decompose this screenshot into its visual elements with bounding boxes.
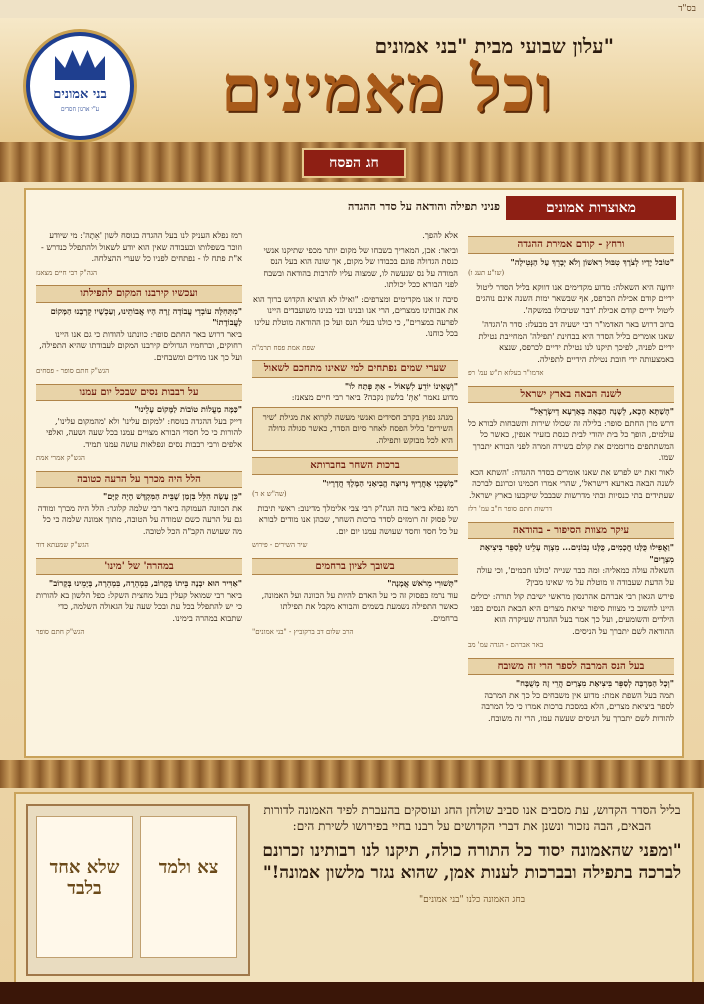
body-paragraph: ביאר רבי שמואל קעלין בעל מחצית השקל: כפל הלשון בא להורות כי יש להתפלל בכל עת ובכל שעה על הגאולה השלמה, כדי שתבוא במהרה בימינו. [36, 589, 242, 623]
body-paragraph: רמז נפלא ביאר בזה הגה"ק רבי צבי אלימלך מדינוב: ראשי תיבות של פסוק זה רומזים לסדר ברכות השחר, שבהן אנו מודים לבורא על כל חסד וחסד שעושה עמנו יום יום. [257, 502, 458, 536]
decorative-band [0, 142, 704, 182]
body-paragraph: לאור זאת יש לפרש את שאנו אומרים בסדר ההגדה: 'השתא הכא לשנה הבאה בארעא דישראל', שהרי אמרו חכמינו זכרונם לברכה שעתידים בתי כנסיות ובתי מדרשות שבבבל שיקבעו בארץ ישראל. [468, 466, 674, 500]
footer-panel [14, 792, 694, 984]
logo [26, 32, 134, 140]
quote-text: "אַדִּיר הוּא יִבְנֶה בֵּיתוֹ בְּקָרוֹב, בִּמְהֵרָה, בִּמְהֵרָה, בְּיָמֵינוּ בְּקָרוֹב" [48, 578, 242, 588]
column-heading: עיקר מצוות הסיפור - בהודאה [468, 522, 674, 540]
body-paragraph: תמה בעל השפת אמת: מדוע אין משבחים כל כך את המרבה לספר ביציאת מצרים, הלא במסכת ברכות אמרו כי כל המרבה להודות לשם יתברך על הניסים שעשה עמו, הרי זה משובח. [481, 689, 674, 723]
source-note: (שו"ע תעג ו) [468, 269, 505, 277]
body-paragraph: עוד נרמז בפסוק זה כי על האדם להיות על הכוונה ועל האמונה, כאשר התפילה נשמעת בשמים והבורא מקבל את תפילתו ברחמים. [261, 589, 458, 623]
body-paragraph: וביאר: אכן, המאריך בשבחו של מקום יותר מכפי שתיקנו אנשי כנסת הגדולה פוגם בכבודו של מקום, אך שונה הוא בעל הנס המודה על נס שנעשה לו, שמצוה עליו להרבות בהודאה ובשבח לפני הבורא ככל יכולתו. [263, 244, 458, 289]
body-paragraph: ברוב דרוש באר האדמו"ר רבי ישעיה דב מבעלז: סדר ה'הגדה' שאנו אומרים בליל הסדר היא בבחינת 'תפילה' המחייבת נטילת ידיים לפניה, לפיכך תיקנו לנו נטילת ידיים לכרפס, שנצא באמצעותה ידי חובת נטילת הידיים לתפילה. [478, 319, 674, 364]
body-paragraph: את הכוונה העמוקה ביאר רבי שלמה קלוגר: הלל היה מכרך ומודה גם על הרעה כשם שמודה על הטובה, מתוך אמונה שלמה כי כל מה שעושה הקב"ה הכל לטובה. [37, 502, 242, 536]
logo-name: בני אמונים [53, 87, 107, 102]
section-bar [26, 196, 682, 220]
crown-icon [55, 50, 105, 80]
footer-intro: בליל הסדר הקדוש, עת מסבים אנו סביב שולחן החג ועוסקים בהעברת לפיד האמונה לדורות הבאים, הבה נזכור ונשנן את דברי הקדושים על רבנו בחיי בפירושו לשירת הים: [263, 803, 681, 833]
column-right [468, 230, 674, 750]
source-note: שיר השירים - פירוש [252, 541, 308, 549]
source-note: הרב שלום דב ברקוביץ - "בני אמונים" [252, 628, 354, 636]
quote-text: "וְכָל הַמַּרְבֶּה לְסַפֵּר בִּיצִיאַת מִצְרַיִם הֲרֵי זֶה מְשֻׁבָּח" [515, 678, 674, 688]
column-middle [252, 230, 458, 750]
body-paragraph: פירש הגאון רבי אברהם אהרנסון מראשי ישיבת קול תורה: יכולים היינו לחשוב כי מצוות סיפור יציאת מצרים היא הבאת הנסים בפני הילדים והשומעים, ועל כך אמר בעל ההגדה שעיקרה הוא ההודאה לשם יתברך על הניסים. [470, 591, 674, 636]
source-note: הגה"ק רבי חיים מצאנז [36, 268, 98, 277]
column-heading: ורחץ - קודם אמירת ההגדה [468, 236, 674, 254]
body-paragraph: יִדוּעָה היא השאלה: מדוע מקדימים אנו דווקא בליל הסדר ליטול ידיים קודם אכילת הכרפס, אף שבשאר ימות השנה אינם נוהגים ליטול ידיים קודם אכילת 'דבר שטיבולו במשקה'. [475, 281, 674, 315]
page-title: וכל מאמינים [220, 52, 554, 127]
book-page-left [36, 816, 133, 958]
quote-text: "מָשְׁכֵנִי אַחֲרֶיךָ נָּרוּצָה הֱבִיאַנִי הַמֶּלֶךְ חֲדָרָיו" [322, 477, 458, 488]
book-page-right [140, 816, 237, 958]
source-note: הגש"ק אמרי אמת [36, 454, 85, 462]
quote-text: "וַאֲפִילוּ כֻּלָּנוּ חֲכָמִים, כֻּלָּנוּ נְבוֹנִים... מִצְוָה עָלֵינוּ לְסַפֵּר בִּיצִיאַת מִצְרָיִם" [479, 542, 674, 564]
column-heading: שערי שמים נפתחים למי שאינו מתחכם לשאול [252, 360, 458, 378]
body-paragraph: השאלה עולה כמאליה: ומה כבר שנייה 'כולנו חכמים', וכי עולה על הדעת שעבודה זו מוטלת על מי שאינו מבין? [476, 565, 674, 587]
body-paragraph: רמז נפלא העניק לנו בעל ההגדה בנוסח לשון 'אֵתָה': מי שיודע וזוכר בשפלותו ובעבודה שאין הוא יודע לשאול ולהתפלל כנדרש - א"ת פתח לו - נפתחים לפניו כל שערי ההצלחה. [40, 230, 242, 263]
book-text-left: שלא אחד בלבד [49, 857, 120, 899]
body-paragraph: ביאר דרוש באר החתם סופר: כוונתנו להודות כי גם אנו היינו רחוקים, וברחמיו הגדולים קירבנו המקום לעבודתו שהיא התפילה, ועל כך אנו מודים ומשבחים. [39, 328, 242, 362]
column-heading: ועכשיו קירבנו המקום לתפילתו [36, 285, 242, 303]
quote-text: "הָשַׁתָּא הָכָא, לְשָׁנָה הַבָּאָה בְּאַרְעָא דְיִשְׂרָאֵל" [529, 406, 674, 416]
quote-text: "תָּשׁוּרִי מֵרֹאשׁ אֲמָנָה" [387, 578, 458, 588]
header-subtitle: עלון שבועי מבית "בני אמונים" [374, 34, 614, 58]
header [0, 18, 704, 142]
section-lead: פניני תפילה והודאה על סדר ההגדה [348, 200, 500, 213]
column-left [36, 230, 242, 750]
bottom-strip [0, 982, 704, 1004]
source-note: הגש"ק חתם סופר [36, 628, 85, 636]
holiday-badge: חג הפסח [302, 148, 406, 178]
section-title: מאוצרות אמונים [506, 196, 676, 220]
source-note: (שה"ש א ד) [252, 490, 287, 498]
source-note: שפת אמת פסח תרמ"ה [252, 343, 316, 352]
source-note: אדמו"ר בעלזא ת"ש עמ' רפ [468, 369, 544, 377]
source-note: הגש"ק חתם סופר - פסחים [36, 367, 110, 375]
bsd-mark: בס"ד [678, 4, 696, 14]
body-paragraph: אלא להפך. [422, 230, 458, 240]
quote-text: "מִתְּחִלָּה עוֹבְדֵי עֲבוֹדָה זָרָה הָיוּ אֲבוֹתֵינוּ, וְעַכְשָׁיו קֵרְבָנוּ הַמָּקוֹם לַעֲבוֹדָתוֹ" [50, 305, 242, 327]
column-heading: בשובך לציון ברחמים [252, 558, 458, 576]
quote-text: "כֵּן עָשָׂה הִלֵּל בִּזְמַן שֶׁבֵּית הַמִּקְדָּשׁ הָיָה קַיָּם" [102, 491, 242, 501]
content-panel [24, 188, 684, 758]
body-paragraph: דייק בעל ההגדה בנוסח: 'למקום עלינו' ולא 'מהמקום עלינו', להורות כי כל חסדי הבורא מצויים עמנו בכל שעה ושעה, ואלפי אלפים ורבי רבבות נסים ונפלאות עושה עמנו תמיד. [46, 415, 242, 449]
source-note: באר אברהם - הגדה עמ' מב [468, 641, 544, 649]
top-line [0, 0, 704, 18]
book-illustration [26, 804, 250, 976]
body-paragraph: דרש מרן החתם סופר: בלילה זה שכולו שירות ותשבחות לבורא כל עולמים, הופך כל בית יהודי לבית כנסת בזעיר אנפין, כאשר כל המשתתפים מרוממים את קולם בשירה וזמרה לפני הבורא יתברך שמו. [468, 417, 674, 462]
book-text-right: צא ולמד [158, 857, 219, 878]
body-paragraph: סיבה זו אנו מקדימים ומצרפים: "ואילו לא הוציא הקדוש ברוך הוא את אבותינו ממצרים, הרי אנו ובנינו ובני בנינו משועבדים היינו לפרעה במצרים", כי כולנו בעלי הנס ועל כן ההודאה מוטלת עלינו בכל כוחנו. [253, 293, 458, 338]
footer-slogan: בחג האמונה כלנו "בני אמונים" [418, 895, 526, 905]
footer-quote: "ומפני שהאמונה יסוד כל התורה כולה, תיקנו לנו רבותינו זכרונם לברכה בתפילה ובברכות לענות אמן, שהוא נגזר מלשון אמונה!" [262, 841, 682, 883]
quote-text: "טוֹבל יָדָיו לְצֹרֶךְ טִבּוּל רִאשׁוֹן וְלֹא יְבָרֵךְ עַל הַנְּטִילָה" [510, 256, 674, 267]
footer-text [262, 802, 682, 905]
source-note: הגש"ק שמעתא דוד [36, 541, 89, 549]
column-heading: ברכות השחר בחברותא [252, 457, 458, 475]
quote-text: "כַּמָּה מַעֲלוֹת טוֹבוֹת לַמָּקוֹם עָלֵינוּ" [134, 404, 242, 414]
column-heading: לשנה הבאה בארץ ישראל [468, 386, 674, 404]
decorative-band-bottom [0, 760, 704, 788]
logo-sub: ע"י ארגון חסדים [60, 106, 100, 113]
column-heading: במהרה' של 'מינו' [36, 558, 242, 576]
source-note: דרשות חתם סופר ח"ב עמ' רלז [468, 505, 553, 513]
quote-text: "וְשֶׁאֵינוֹ יוֹדֵעַ לִשְׁאוֹל - אַתְּ פְּתַח לוֹ" [344, 380, 458, 391]
column-heading: על רבבות נסים שבכל יום עמנו [36, 384, 242, 402]
column-heading: בעל הנס המרבה לספר הרי זה משובח [468, 658, 674, 676]
column-heading: הלל היה מכרך על הרעה כטובה [36, 471, 242, 489]
highlight-box: מנהג נפוץ בקרב חסידים ואנשי מעשה לקרוא את מגילת 'שיר השירים' בליל הפסח לאחר סיום הסדר, כאשר סגולה גדולה היא לכל מבוקש ותפילה. [252, 407, 458, 452]
body-paragraph: מדוע נאמר 'אַתְּ' בלשון נקבה? ביאר רבי חיים מצאנז: [291, 392, 458, 402]
